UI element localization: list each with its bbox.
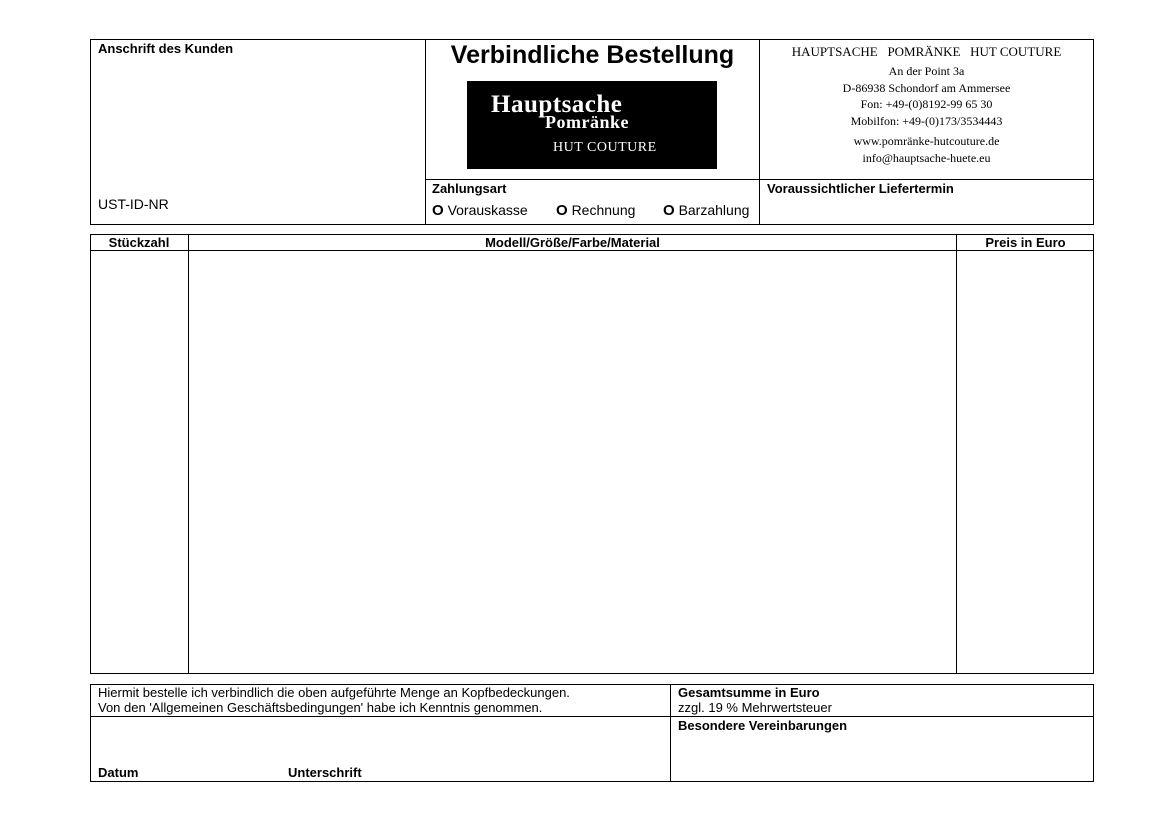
company-web: www.pomränke-hutcouture.de [853, 134, 1000, 148]
ust-id-label: UST-ID-NR [98, 196, 169, 212]
date-label: Datum [98, 765, 139, 780]
delivery-date-label: Voraussichtlicher Liefertermin [767, 181, 954, 196]
vat-note: zzgl. 19 % Mehrwertsteuer [678, 700, 832, 715]
payment-option-label: Vorauskasse [447, 202, 528, 218]
company-mobile: Mobilfon: +49-(0)173/3534443 [850, 113, 1003, 128]
signature-area[interactable] [91, 717, 670, 763]
company-info [760, 43, 1093, 166]
company-phone: Fon: +49-(0)8192-99 65 30 [860, 97, 993, 111]
order-statement-line-2: Von den 'Allgemeinen Geschäftsbedingungen' habe ich Kenntnis genommen. [98, 700, 543, 715]
signature-label: Unterschrift [288, 765, 362, 780]
payment-option-rechnung[interactable] [556, 202, 635, 219]
column-header-quantity: Stückzahl [108, 235, 170, 250]
special-agreements-area[interactable] [671, 734, 1093, 781]
price-column-area[interactable] [957, 251, 1093, 673]
radio-marker[interactable]: O [556, 202, 568, 219]
column-header-price: Preis in Euro [985, 235, 1066, 250]
payment-option-label: Rechnung [571, 202, 636, 218]
logo-line-hut-couture: HUT COUTURE [553, 140, 657, 155]
quantity-column-area[interactable] [91, 251, 188, 673]
order-statement-line-1: Hiermit bestelle ich verbindlich die oben aufgeführte Menge an Kopfbedeckungen. [98, 685, 570, 700]
order-statement [98, 685, 570, 715]
company-city: D-86938 Schondorf am Ammersee [842, 80, 1011, 95]
header-row-divider [425, 179, 1094, 180]
total-label: Gesamtsumme in Euro [678, 685, 820, 700]
company-name: HAUPTSACHE POMRÄNKE HUT COUTURE [791, 44, 1062, 59]
payment-option-vorauskasse[interactable] [432, 202, 528, 219]
logo-line-pomraenke: Pomränke [545, 112, 629, 132]
column-header-model: Modell/Größe/Farbe/Material [485, 235, 660, 250]
page-title: Verbindliche Bestellung [450, 41, 735, 69]
payment-option-barzahlung[interactable] [663, 202, 749, 219]
company-email: info@hauptsache-huete.eu [862, 150, 991, 165]
payment-option-label: Barzahlung [678, 202, 750, 218]
payment-method-label: Zahlungsart [432, 181, 507, 196]
radio-marker[interactable]: O [663, 202, 675, 219]
company-street: An der Point 3a [888, 64, 965, 78]
logo-line-hauptsache: Hauptsache [491, 91, 623, 118]
total-section [678, 685, 832, 715]
company-logo [467, 81, 717, 169]
customer-address-label: Anschrift des Kunden [98, 41, 234, 56]
model-column-area[interactable] [189, 251, 956, 673]
special-agreements-label: Besondere Vereinbarungen [678, 718, 848, 733]
radio-marker[interactable]: O [432, 202, 444, 219]
